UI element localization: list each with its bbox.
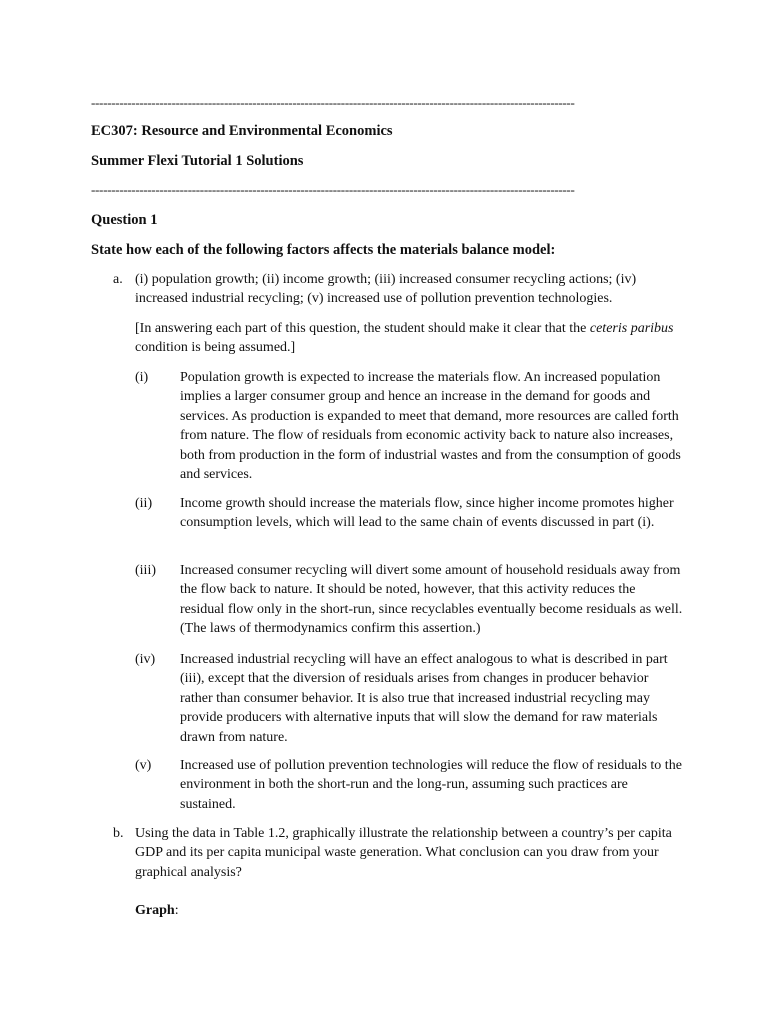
item-text-consumer-recycling: Increased consumer recycling will divert some amount of household residuals away from the flow back to nature. It should be noted, however, that this activity reduces the residual flow only in the short-run, since recyclables eventually become residuals as well. (The laws of thermodynamics confirm this assertion.) (180, 563, 683, 637)
item-label: (v) (135, 758, 152, 773)
item-text-industrial-recycling: Increased industrial recycling will have an effect analogous to what is described in part (iii), except that the diversion of residuals arises from changes in producer behavior rather than consumer behavior. It is also true that increased industrial recycling may provide producers with alternative inputs that will slow the demand for raw materials drawn from nature. (180, 652, 668, 745)
tutorial-title: Summer Flexi Tutorial 1 Solutions (91, 153, 304, 169)
note-italic-term: ceteris paribus (589, 321, 674, 336)
note-text-end: condition is being assumed.] (135, 340, 296, 356)
part-b-text: Using the data in Table 1.2, graphically illustrate the relationship between a country’s per capita GDP and its per capita municipal waste generation. What conclusion can you draw from your graphical analysis? (135, 826, 672, 880)
question-heading: Question 1 (91, 212, 158, 228)
ceteris-paribus-note (135, 319, 683, 358)
part-b-label: b. (113, 826, 124, 841)
bottom-divider-rule: ------------------------------------------------------------------------------------------------------------------------ (91, 182, 575, 197)
top-divider-rule: ------------------------------------------------------------------------------------------------------------------------ (91, 95, 575, 110)
item-label: (i) (135, 370, 149, 385)
course-title: EC307: Resource and Environmental Economics (91, 123, 393, 139)
graph-label: Graph (135, 903, 175, 918)
item-text-income-growth: Income growth should increase the materials flow, since higher income promotes higher consumption levels, which will lead to the same chain of events discussed in part (i). (180, 496, 674, 531)
graph-heading (135, 901, 179, 920)
graph-colon: : (174, 903, 179, 918)
item-label: (iv) (135, 652, 156, 667)
item-text-population-growth: Population growth is expected to increase the materials flow. An increased population implies a larger consumer group and hence an increase in the demand for goods and services. As production is expanded to meet that demand, more resources are called forth from nature. The flow of residuals from economic activity back to nature also increases, both from production in the form of industrial wastes and from the consumption of goods and services. (180, 370, 681, 483)
question-prompt: State how each of the following factors affects the materials balance model: (91, 242, 556, 258)
item-label: (iii) (135, 563, 156, 578)
part-a-text: (i) population growth; (ii) income growth; (iii) increased consumer recycling actions; (iv) increased industrial recycling; (v) increased use of pollution prevention technologies. (135, 272, 637, 307)
item-label: (ii) (135, 496, 153, 511)
note-text-start: [In answering each part of this question, the student should make it clear that the (135, 321, 590, 336)
item-text-pollution-prevention: Increased use of pollution prevention technologies will reduce the flow of residuals to the environment in both the short-run and the long-run, assuming such practices are sustained. (180, 758, 682, 812)
part-a-label: a. (113, 272, 123, 287)
